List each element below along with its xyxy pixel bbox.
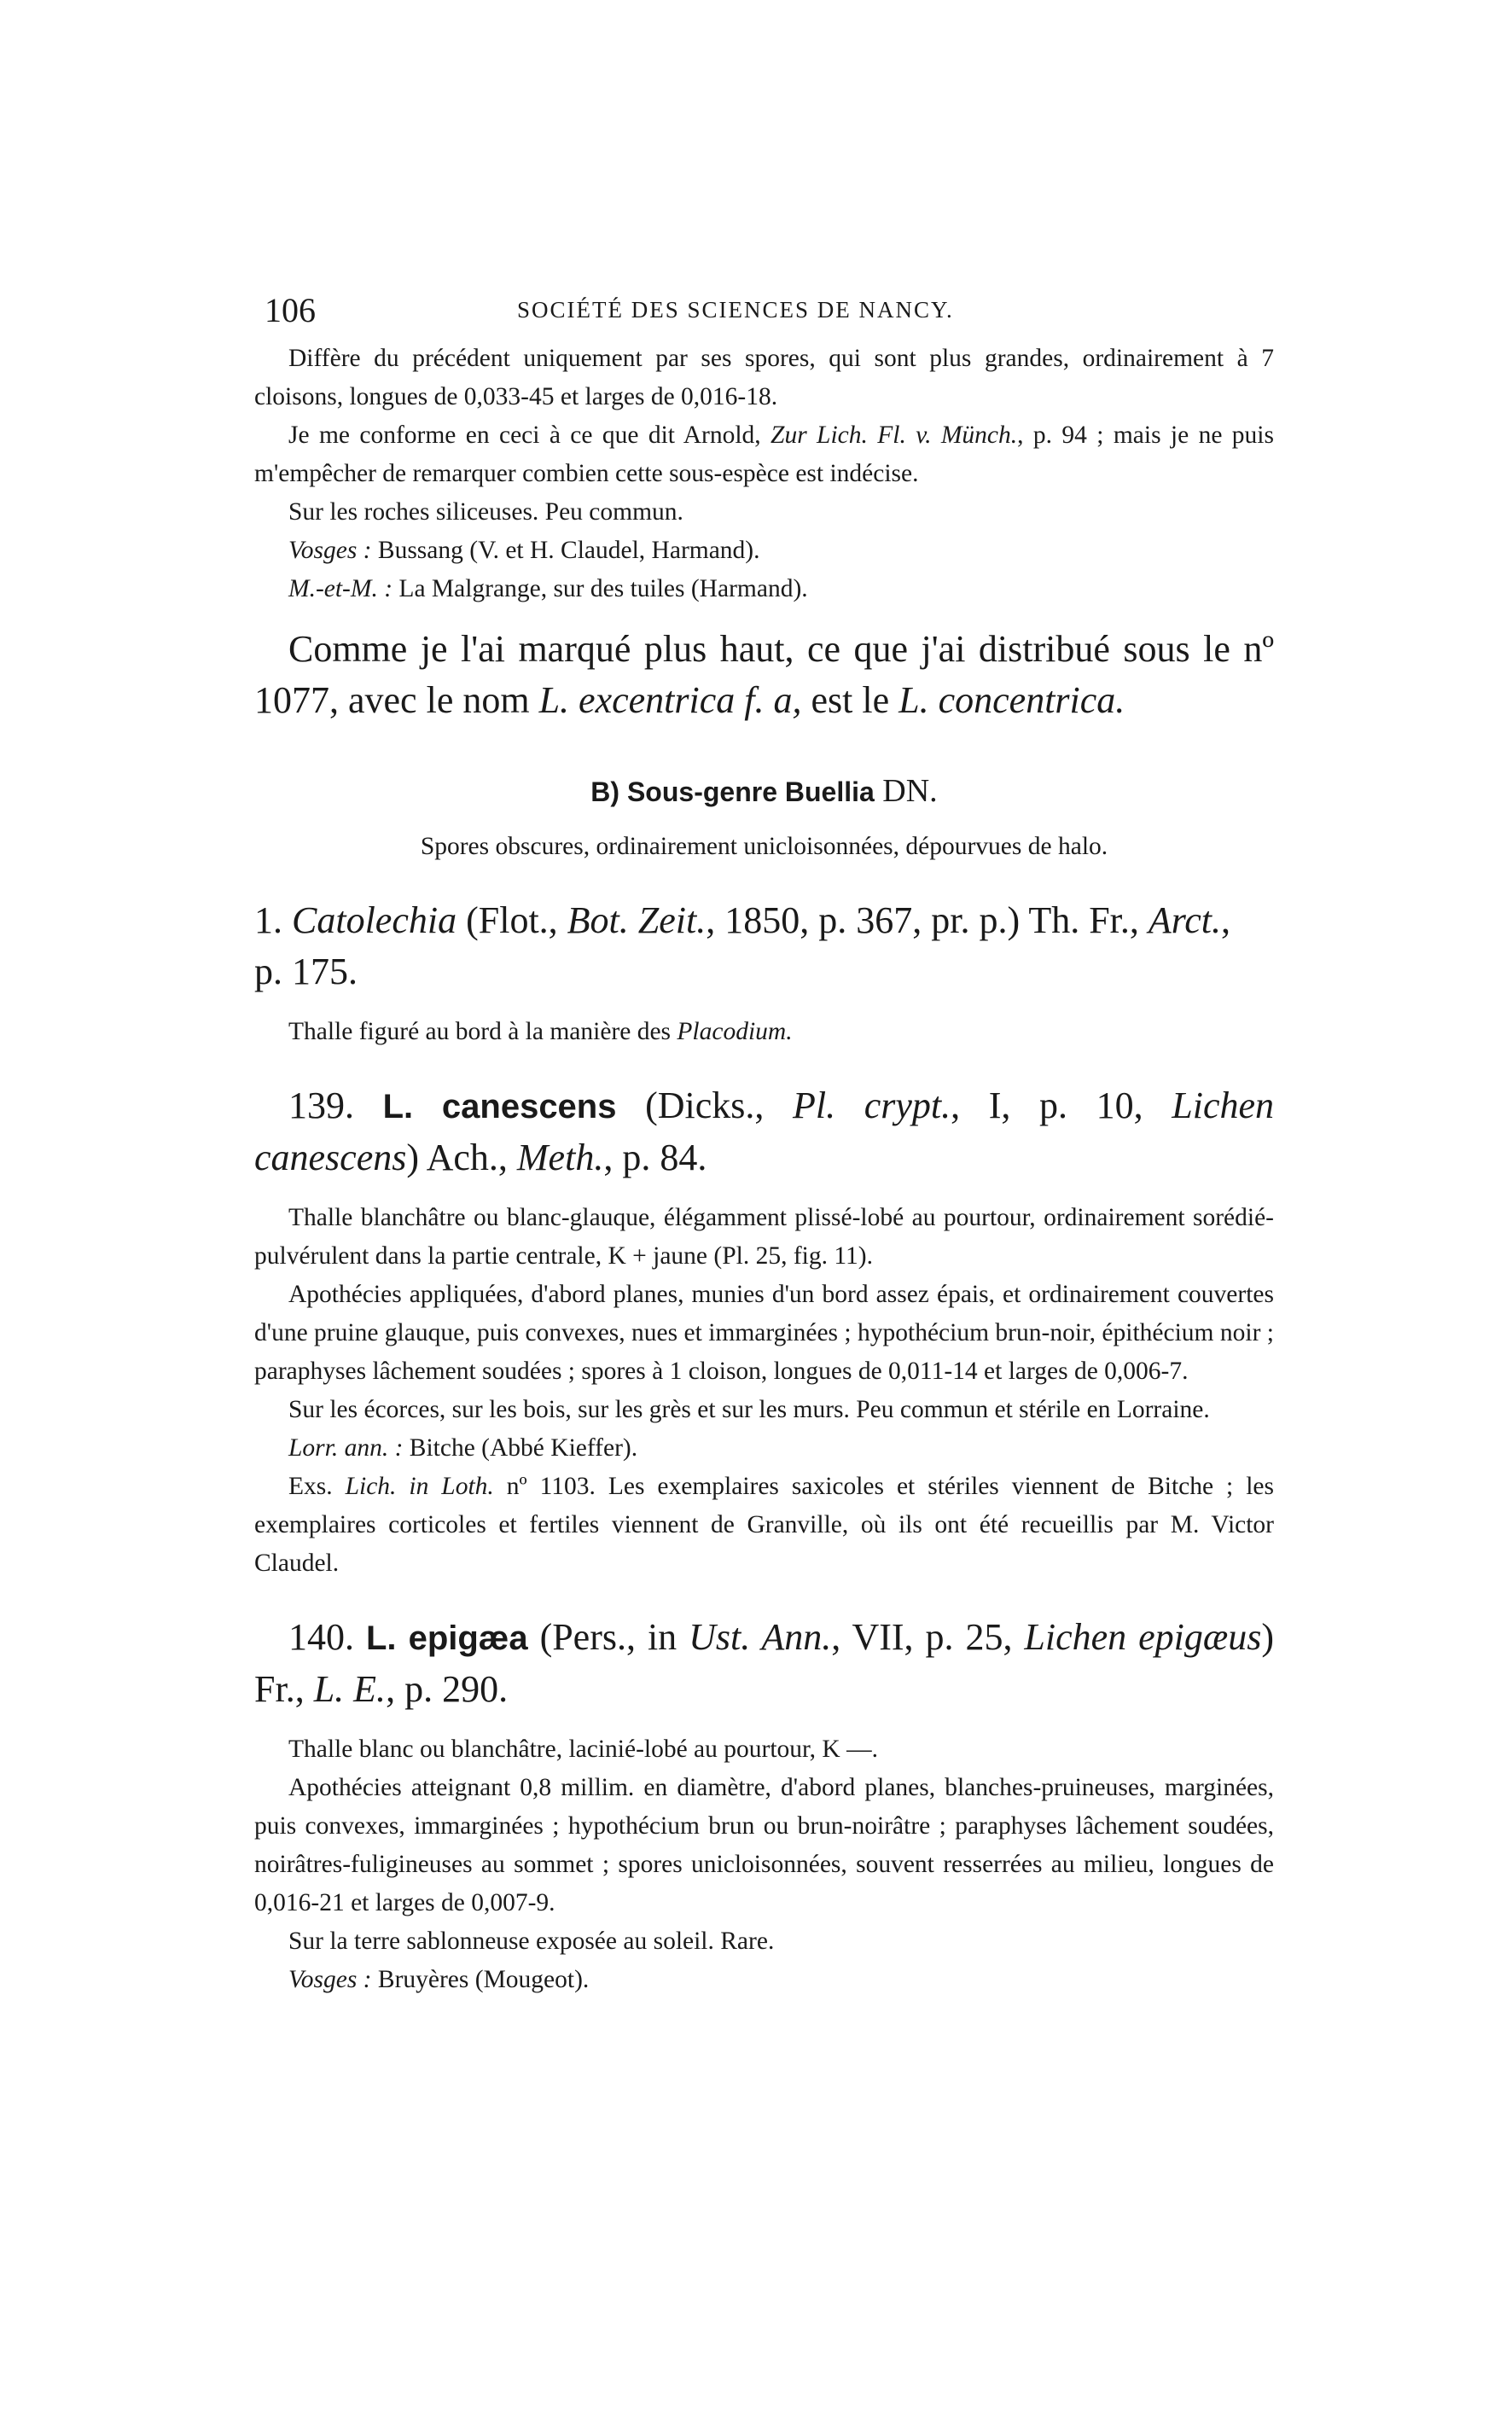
paragraph-arnold: Je me conforme en ceci à ce que dit Arnold, Zur Lich. Fl. v. Münch., p. 94 ; mais je ne puis m'empêcher de remarquer combien cette sous-espèce est indécise.	[254, 422, 1274, 487]
subgenus-heading: B) Sous-genre Buellia DN.	[590, 773, 938, 809]
running-header	[265, 290, 1271, 328]
paragraph-thalle-139: Thalle blanchâtre ou blanc-glauque, élégamment plissé-lobé au pourtour, ordinairement sorédié-pulvérulent dans la partie centrale, K + jaune (Pl. 25, fig. 11).	[254, 1204, 1274, 1270]
locality-140: Vosges : Bruyères (Mougeot).	[288, 1966, 590, 1993]
paragraph-habitat: Sur les roches siliceuses. Peu commun.	[288, 498, 683, 526]
paragraph-habitat-139: Sur les écorces, sur les bois, sur les grès et sur les murs. Peu commun et stérile en Lorraine.	[288, 1396, 1210, 1423]
paragraph-apothecies-139: Apothécies appliquées, d'abord planes, munies d'un bord assez épais, et ordinairement couvertes d'une pruine glauque, puis convexes, nues et immarginées ; hypothécium brun-noir, épithécium noir ; paraphyses lâchement soudées ; spores à 1 cloison, longues de 0,011-14 et larges de 0,006-7.	[254, 1281, 1274, 1385]
section-heading-catolechia: 1. Catolechia (Flot., Bot. Zeit., 1850, p. 367, pr. p.) Th. Fr., Arct.,	[254, 899, 1231, 941]
reference-arnold: Zur Lich. Fl. v. Münch.	[771, 422, 1018, 449]
species-name: L. excentrica f. a,	[538, 679, 802, 721]
section-heading-page: p. 175.	[254, 951, 358, 992]
text-column	[254, 340, 1274, 1999]
exsiccata-139: Exs. Lich. in Loth. nº 1103. Les exemplaires saxicoles et stériles viennent de Bitche ; les exemplaires corticoles et fertiles viennent de Granville, où ils ont été recueillis par M. Victor Claudel.	[254, 1473, 1274, 1577]
locality-meurthe: M.-et-M. : La Malgrange, sur des tuiles (Harmand).	[288, 575, 808, 602]
paragraph-habitat-140: Sur la terre sablonneuse exposée au soleil. Rare.	[288, 1928, 775, 1955]
subgenus-description: Spores obscures, ordinairement unicloisonnées, dépourvues de halo.	[420, 833, 1108, 860]
species-heading-140: 140. L. epigæa (Pers., in Ust. Ann., VII, p. 25, Lichen epigæus) Fr., L. E., p. 290.	[254, 1616, 1274, 1710]
page-number: 106	[265, 291, 316, 329]
species-heading-139: 139. L. canescens (Dicks., Pl. crypt., I, p. 10, Lichen canescens) Ach., Meth., p. 84.	[254, 1084, 1275, 1178]
locality-139: Lorr. ann. : Bitche (Abbé Kieffer).	[288, 1434, 638, 1462]
species-name: L. concentrica.	[898, 679, 1125, 721]
note-paragraph: Comme je l'ai marqué plus haut, ce que j'ai distribué sous le nº 1077, avec le nom L. excentrica f. a, est le L. concentrica.	[254, 628, 1274, 721]
paragraph-spores: Diffère du précédent uniquement par ses spores, qui sont plus grandes, ordinairement à 7 cloisons, longues de 0,033-45 et larges de 0,016-18.	[254, 345, 1274, 410]
section-description: Thalle figuré au bord à la manière des Placodium.	[288, 1018, 793, 1045]
paragraph-thalle-140: Thalle blanc ou blanchâtre, lacinié-lobé au pourtour, K —.	[288, 1736, 878, 1763]
locality-vosges: Vosges : Bussang (V. et H. Claudel, Harmand).	[288, 537, 760, 564]
paragraph-apothecies-140: Apothécies atteignant 0,8 millim. en diamètre, d'abord planes, blanches-pruineuses, marginées, puis convexes, immarginées ; hypothécium brun ou brun-noirâtre ; paraphyses lâchement soudées, noirâtres-fuligineuses au sommet ; spores unicloisonnées, souvent resserrées au milieu, longues de 0,016-21 et larges de 0,007-9.	[254, 1774, 1274, 1916]
running-title: SOCIÉTÉ DES SCIENCES DE NANCY.	[517, 297, 954, 323]
